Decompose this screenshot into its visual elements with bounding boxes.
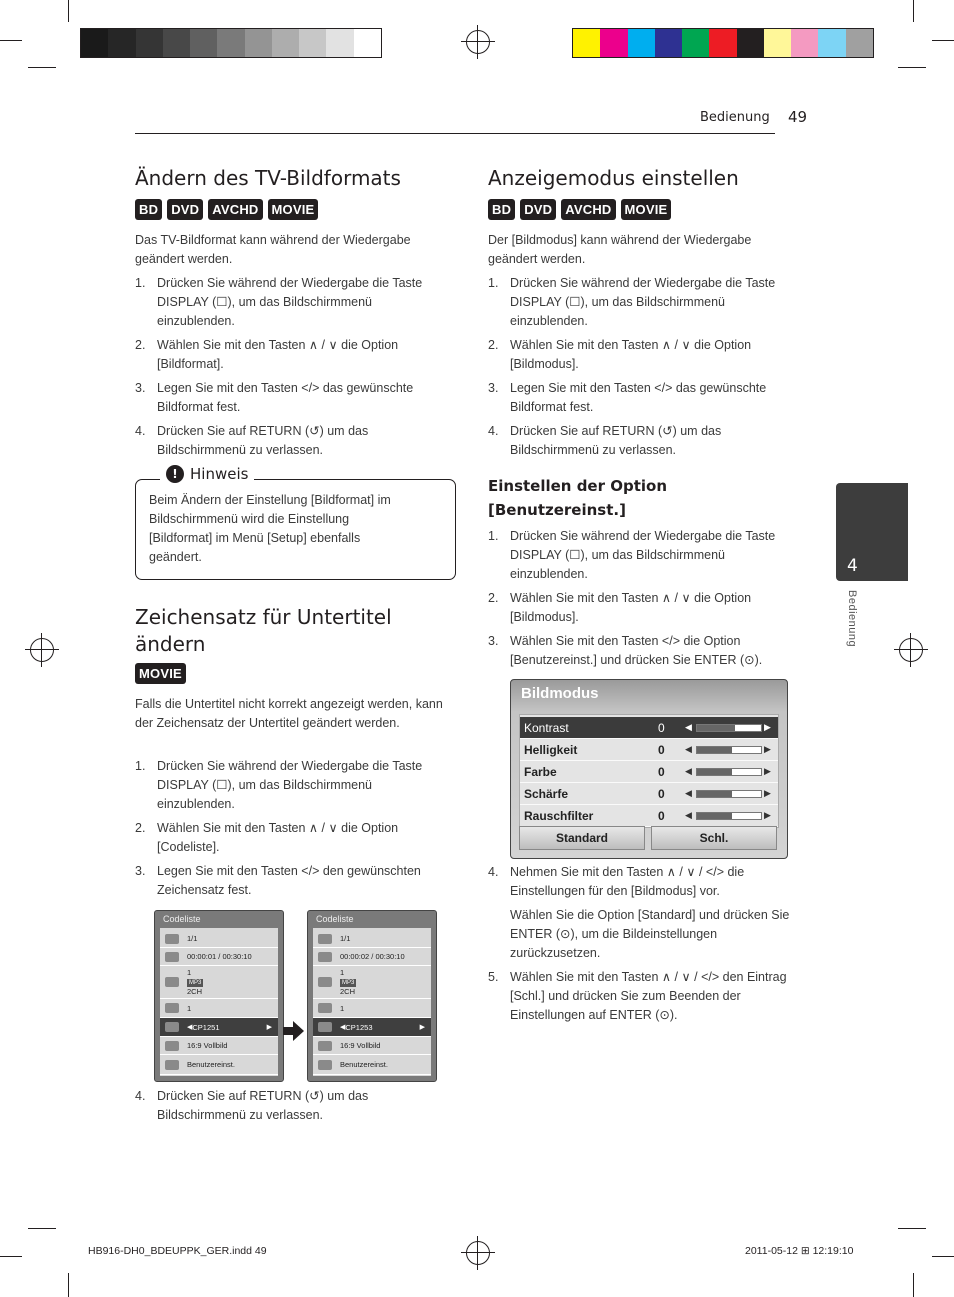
badge-bd: BD xyxy=(135,199,162,220)
badge-movie: MOVIE xyxy=(621,199,672,220)
badge-movie: MOVIE xyxy=(135,663,186,684)
list-item: 5. Wählen Sie mit den Tasten ∧ / ∨ / </> den Eintrag [Schl.] und drücken Sie zum Beenden der Einstellungen auf ENTER (⊙). xyxy=(488,970,787,1022)
menu-value: MP3 xyxy=(189,980,202,986)
color-swatch xyxy=(163,29,190,57)
arrow-right-icon: ▶ xyxy=(419,1023,425,1031)
menu-value: 2CH xyxy=(340,987,356,996)
menu-value: Benutzereinst. xyxy=(187,1060,235,1069)
crop-mark xyxy=(898,1228,926,1229)
menu-value: 1 xyxy=(340,1003,345,1013)
list-item: 1. Drücken Sie während der Wiedergabe die Taste DISPLAY (☐), um das Bildschirmmenü einzublenden. xyxy=(488,529,776,581)
arrow-right-icon xyxy=(283,1020,305,1042)
steps-list xyxy=(135,757,435,905)
setting-slider[interactable] xyxy=(696,790,762,798)
color-swatch xyxy=(190,29,217,57)
header-rule xyxy=(135,133,775,134)
screen-menu xyxy=(313,928,431,1076)
crop-mark xyxy=(913,1273,914,1297)
menu-row[interactable] xyxy=(313,948,431,966)
menu-row[interactable] xyxy=(313,1037,431,1055)
setting-row[interactable] xyxy=(520,761,778,783)
bildmodus-dialog xyxy=(510,679,788,859)
color-swatch xyxy=(217,29,244,57)
list-item: 3. Legen Sie mit den Tasten </> den gewünschten Zeichensatz fest. xyxy=(135,864,421,897)
slider-fill xyxy=(697,725,735,731)
intro-text: Der [Bildmodus] kann während der Wiedergabe geändert werden. xyxy=(488,233,752,266)
list-item: 4. Drücken Sie auf RETURN (↺) um das Bildschirmmenü zu verlassen. xyxy=(135,424,369,457)
setting-value: 0 xyxy=(658,764,665,779)
color-swatch xyxy=(846,29,873,57)
color-calibration-strip xyxy=(572,28,874,58)
subsection-title-line2: [Benutzereinst.] xyxy=(488,501,626,519)
list-item: 4. Drücken Sie auf RETURN (↺) um das Bildschirmmenü zu verlassen. xyxy=(135,1089,369,1122)
color-swatch xyxy=(326,29,353,57)
section-title-subtitle-line2: ändern xyxy=(135,632,206,656)
arrow-left-icon: ◀ xyxy=(187,1023,193,1031)
menu-row[interactable] xyxy=(160,930,278,948)
gray-calibration-strip xyxy=(80,28,382,58)
list-item: 1. Drücken Sie während der Wiedergabe die Taste DISPLAY (☐), um das Bildschirmmenü einzublenden. xyxy=(135,276,423,328)
arrow-left-icon[interactable]: ◀ xyxy=(685,744,692,755)
arrow-right-icon[interactable]: ▶ xyxy=(764,766,771,777)
section-title-tv-format: Ändern des TV-Bildformats xyxy=(135,166,401,190)
intro-text: Das TV-Bildformat kann während der Wiedergabe geändert werden. xyxy=(135,233,411,266)
menu-row[interactable] xyxy=(313,930,431,948)
menu-row-icon xyxy=(165,1041,179,1051)
badge-bd: BD xyxy=(488,199,515,220)
color-swatch xyxy=(108,29,135,57)
crop-mark xyxy=(913,0,914,22)
setting-label: Schärfe xyxy=(524,786,569,801)
setting-slider[interactable] xyxy=(696,768,762,776)
list-item: 2. Wählen Sie mit den Tasten ∧ / ∨ die Option [Bildformat]. xyxy=(135,338,399,371)
arrow-right-icon[interactable]: ▶ xyxy=(764,722,771,733)
list-item: 3. Wählen Sie mit den Tasten </> die Option [Benutzereinst.] und drücken Sie ENTER (⊙). xyxy=(488,634,763,667)
slider-fill xyxy=(697,813,732,819)
registration-mark-icon xyxy=(466,30,490,54)
color-swatch xyxy=(272,29,299,57)
bildmodus-title: Bildmodus xyxy=(521,685,599,702)
menu-value: 00:00:02 / 00:30:10 xyxy=(340,952,405,961)
chapter-number: 4 xyxy=(847,556,858,576)
color-swatch xyxy=(655,29,682,57)
color-swatch xyxy=(764,29,791,57)
screen-menu xyxy=(160,928,278,1076)
bildmodus-settings xyxy=(519,714,779,828)
list-item: 1. Drücken Sie während der Wiedergabe die Taste DISPLAY (☐), um das Bildschirmmenü einzublenden. xyxy=(135,759,423,811)
color-swatch xyxy=(136,29,163,57)
steps-list xyxy=(488,863,803,1030)
menu-row[interactable] xyxy=(160,1037,278,1055)
menu-value: 1 xyxy=(340,968,345,977)
crop-mark xyxy=(932,40,954,41)
registration-mark-icon xyxy=(466,1241,490,1265)
menu-value: CP1253 xyxy=(345,1022,373,1032)
menu-row[interactable] xyxy=(160,1018,278,1037)
screen-title: Codeliste xyxy=(316,914,354,924)
menu-row-icon xyxy=(318,977,332,987)
menu-value: Benutzereinst. xyxy=(340,1060,388,1069)
screen-title: Codeliste xyxy=(163,914,201,924)
setting-label: Rauschfilter xyxy=(524,808,594,823)
badge-avchd: AVCHD xyxy=(561,199,615,220)
disc-badges xyxy=(488,199,671,220)
exclamation-icon: ! xyxy=(166,465,184,483)
arrow-right-icon: ▶ xyxy=(266,1023,272,1031)
arrow-right-icon[interactable]: ▶ xyxy=(764,788,771,799)
badge-avchd: AVCHD xyxy=(208,199,262,220)
menu-row[interactable] xyxy=(313,1055,431,1075)
menu-row[interactable] xyxy=(313,999,431,1018)
menu-value: 16:9 Vollbild xyxy=(340,1041,381,1050)
page-number: 49 xyxy=(788,108,808,126)
setting-row[interactable] xyxy=(520,783,778,805)
menu-row-icon xyxy=(165,1003,179,1013)
badge-dvd: DVD xyxy=(167,199,203,220)
menu-row[interactable] xyxy=(160,966,278,999)
section-title-subtitle-line1: Zeichensatz für Untertitel xyxy=(135,605,392,629)
header-section: Bedienung xyxy=(700,110,770,125)
color-swatch xyxy=(818,29,845,57)
codeliste-screen-after xyxy=(307,910,437,1082)
arrow-right-icon[interactable]: ▶ xyxy=(764,744,771,755)
list-item: 1. Drücken Sie während der Wiedergabe die Taste DISPLAY (☐), um das Bildschirmmenü einzublenden. xyxy=(488,276,776,328)
crop-mark xyxy=(28,1228,56,1229)
footer-file: HB916-DH0_BDEUPPK_GER.indd 49 xyxy=(88,1245,267,1257)
disc-badges xyxy=(135,199,318,220)
menu-row-icon xyxy=(318,1003,332,1013)
menu-row-icon xyxy=(318,1060,332,1070)
menu-row[interactable] xyxy=(313,966,431,999)
color-swatch xyxy=(245,29,272,57)
note-text: Beim Ändern der Einstellung [Bildformat] im Bildschirmmenü wird die Einstellung [Bildformat] im Menü [Setup] ebenfalls geändert. xyxy=(149,493,391,564)
note-title: Hinweis xyxy=(190,465,249,483)
menu-value: 1/1 xyxy=(340,934,351,943)
subsection-title-line1: Einstellen der Option xyxy=(488,477,668,495)
menu-row[interactable] xyxy=(160,1055,278,1075)
list-item: 2. Wählen Sie mit den Tasten ∧ / ∨ die Option [Codeliste]. xyxy=(135,821,399,854)
menu-row-icon xyxy=(318,934,332,944)
arrow-left-icon: ◀ xyxy=(340,1023,346,1031)
list-item: 2. Wählen Sie mit den Tasten ∧ / ∨ die Option [Bildmodus]. xyxy=(488,338,752,371)
menu-value: 16:9 Vollbild xyxy=(187,1041,228,1050)
menu-value: 2CH xyxy=(187,987,203,996)
color-swatch xyxy=(600,29,627,57)
list-item: 2. Wählen Sie mit den Tasten ∧ / ∨ die Option [Bildmodus]. xyxy=(488,591,752,624)
setting-value: 0 xyxy=(658,742,665,757)
footer-date: 2011-05-12 ⊞ 12:19:10 xyxy=(745,1245,854,1257)
crop-mark xyxy=(898,67,926,68)
menu-value: 1 xyxy=(187,968,192,977)
color-swatch xyxy=(737,29,764,57)
section-title-display-mode: Anzeigemodus einstellen xyxy=(488,166,739,190)
color-swatch xyxy=(628,29,655,57)
arrow-left-icon[interactable]: ◀ xyxy=(685,788,692,799)
menu-row[interactable] xyxy=(160,999,278,1018)
menu-row-icon xyxy=(318,952,332,962)
setting-value: 0 xyxy=(658,786,665,801)
menu-row[interactable] xyxy=(160,948,278,966)
arrow-left-icon[interactable]: ◀ xyxy=(685,810,692,821)
setting-row[interactable] xyxy=(520,739,778,761)
list-item: 4. Drücken Sie auf RETURN (↺) um das Bildschirmmenü zu verlassen. xyxy=(488,424,722,457)
menu-row[interactable] xyxy=(313,1018,431,1037)
registration-mark-icon xyxy=(30,638,54,662)
color-swatch xyxy=(573,29,600,57)
menu-row-icon xyxy=(165,1060,179,1070)
badge-movie: MOVIE xyxy=(268,199,319,220)
menu-row-icon xyxy=(318,1022,332,1032)
arrow-right-icon[interactable]: ▶ xyxy=(764,810,771,821)
setting-value: 0 xyxy=(658,808,665,823)
crop-mark xyxy=(932,1256,954,1257)
setting-label: Farbe xyxy=(524,764,557,779)
setting-value: 0 xyxy=(658,720,665,735)
color-swatch xyxy=(81,29,108,57)
menu-row-icon xyxy=(318,1041,332,1051)
chapter-label: Bedienung xyxy=(846,590,858,648)
color-swatch xyxy=(299,29,326,57)
chapter-label-wrap xyxy=(844,590,858,670)
color-swatch xyxy=(682,29,709,57)
setting-label: Kontrast xyxy=(524,720,569,735)
slider-fill xyxy=(697,747,732,753)
steps-list xyxy=(135,1087,435,1130)
list-item: 3. Legen Sie mit den Tasten </> das gewünschte Bildformat fest. xyxy=(488,381,767,414)
standard-button[interactable]: Standard xyxy=(519,826,645,850)
list-item: 3. Legen Sie mit den Tasten </> das gewünschte Bildformat fest. xyxy=(135,381,414,414)
setting-label: Helligkeit xyxy=(524,742,578,757)
color-swatch xyxy=(791,29,818,57)
steps-list xyxy=(135,274,435,465)
codeliste-screen-before xyxy=(154,910,284,1082)
menu-value: 1 xyxy=(187,1003,192,1013)
crop-mark xyxy=(68,1273,69,1297)
steps-list xyxy=(488,527,793,675)
menu-value: 00:00:01 / 00:30:10 xyxy=(187,952,252,961)
setting-row[interactable] xyxy=(520,805,778,827)
note-header xyxy=(160,465,254,483)
crop-mark xyxy=(28,67,56,68)
list-item: 4. Nehmen Sie mit den Tasten ∧ / ∨ / </> die Einstellungen für den [Bildmodus] vor. Wählen Sie die Option [Standard] und drücken Sie ENTER (⊙), um die Bildeinstellungen zurückzusetzen. xyxy=(488,865,790,960)
menu-row-icon xyxy=(165,934,179,944)
color-swatch xyxy=(354,29,381,57)
setting-slider[interactable] xyxy=(696,812,762,820)
intro-text: Falls die Untertitel nicht korrekt angezeigt werden, kann der Zeichensatz der Untertitel geändert werden. xyxy=(135,697,443,730)
crop-mark xyxy=(68,0,69,22)
menu-row-icon xyxy=(165,1022,179,1032)
slider-fill xyxy=(697,791,732,797)
steps-list xyxy=(488,274,793,465)
setting-slider[interactable] xyxy=(696,746,762,754)
registration-mark-icon xyxy=(899,638,923,662)
menu-value: MP3 xyxy=(342,980,355,986)
slider-fill xyxy=(697,769,732,775)
crop-mark xyxy=(0,1256,22,1257)
menu-row-icon xyxy=(165,977,179,987)
color-swatch xyxy=(709,29,736,57)
menu-value: CP1251 xyxy=(192,1022,220,1032)
menu-row-icon xyxy=(165,952,179,962)
close-button[interactable]: Schl. xyxy=(651,826,777,850)
setting-slider[interactable] xyxy=(696,724,762,732)
disc-badges xyxy=(135,663,186,684)
crop-mark xyxy=(0,40,22,41)
badge-dvd: DVD xyxy=(520,199,556,220)
arrow-left-icon[interactable]: ◀ xyxy=(685,766,692,777)
menu-value: 1/1 xyxy=(187,934,198,943)
setting-row[interactable] xyxy=(520,717,778,739)
arrow-left-icon[interactable]: ◀ xyxy=(685,722,692,733)
